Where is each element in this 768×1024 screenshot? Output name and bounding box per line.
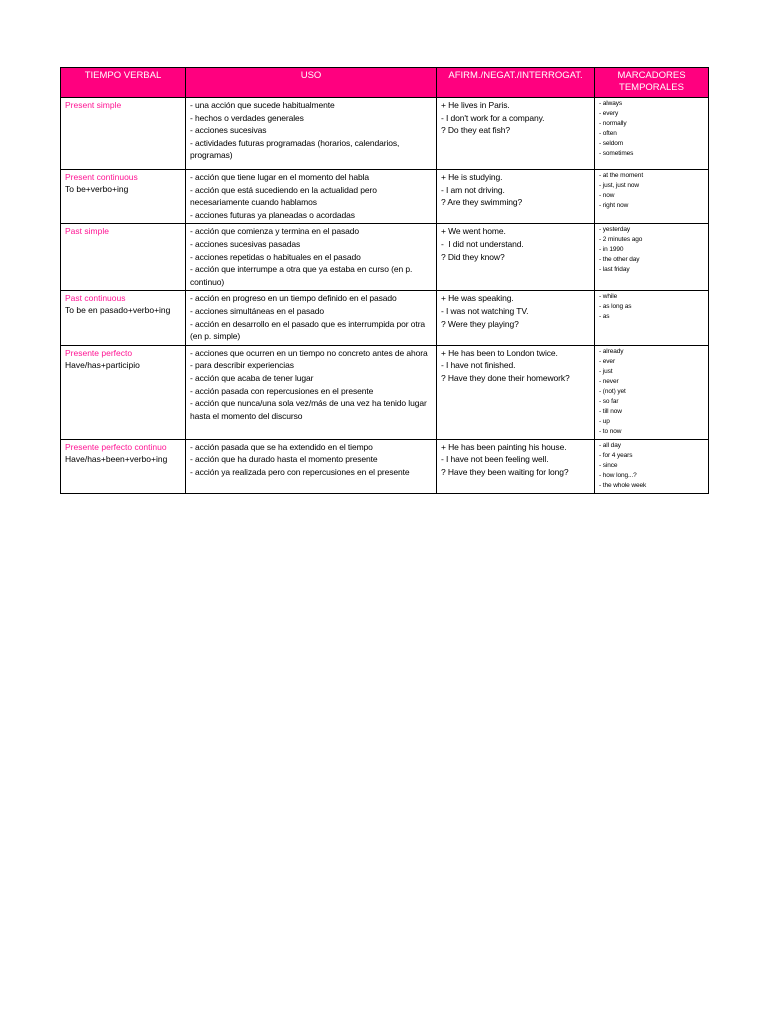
time-marker: - often <box>599 130 617 137</box>
tense-name: Presente perfecto <box>65 347 133 358</box>
tense-name: Past continuous <box>65 293 126 304</box>
time-marker: - at the moment <box>599 172 644 179</box>
uso-line: - acciones sucesivas pasadas <box>190 238 301 249</box>
time-marker: - never <box>599 377 619 385</box>
uso-cell <box>186 345 437 439</box>
markers-cell <box>595 439 709 493</box>
uso-cell <box>186 224 437 291</box>
time-marker: - the other day <box>599 256 640 264</box>
example-negative: - I did not understand. <box>441 238 524 249</box>
time-marker: - just <box>599 367 613 375</box>
table-row <box>61 291 709 345</box>
time-marker: - while <box>599 293 618 301</box>
time-marker: - so far <box>599 397 619 405</box>
time-marker: - as <box>599 313 610 321</box>
table-row <box>61 170 709 224</box>
markers-cell <box>595 98 709 170</box>
time-marker: - in 1990 <box>599 246 624 254</box>
tense-form: Have/has+been+verbo+ing <box>65 453 168 464</box>
time-marker: - all day <box>599 441 621 449</box>
examples-cell <box>437 439 595 493</box>
time-marker: - ever <box>599 357 616 365</box>
time-marker: - sometimes <box>599 150 634 157</box>
time-marker: - how long...? <box>599 471 637 479</box>
uso-line: - acción ya realizada pero con repercusiones en el presente <box>190 466 410 477</box>
header-uso: USO <box>186 68 437 98</box>
example-affirmative: + He lives in Paris. <box>441 100 510 110</box>
markers-cell <box>595 170 709 224</box>
example-interrogative: ? Are they swimming? <box>441 197 523 208</box>
tense-name: Present simple <box>65 100 122 110</box>
example-affirmative: + We went home. <box>441 226 506 237</box>
tense-form: To be+verbo+ing <box>65 184 129 194</box>
uso-line: - actividades futuras programadas (horarios, calendarios, programas) <box>190 137 400 161</box>
uso-line: - acciones repetidas o habituales en el pasado <box>190 251 361 262</box>
example-negative: - I don't work for a company. <box>441 112 545 123</box>
tense-cell <box>61 224 186 291</box>
tense-form: Have/has+participio <box>65 359 140 370</box>
header-afirm-negat-interrogat: AFIRM./NEGAT./INTERROGAT. <box>437 68 595 98</box>
time-marker: - always <box>599 100 623 107</box>
uso-line: - para describir experiencias <box>190 360 294 371</box>
example-interrogative: ? Did they know? <box>441 251 505 262</box>
uso-line: - acción que comienza y termina en el pasado <box>190 226 360 237</box>
uso-cell <box>186 291 437 345</box>
verb-tenses-table <box>60 67 709 494</box>
tense-cell <box>61 170 186 224</box>
time-marker: - already <box>599 347 624 355</box>
table-row <box>61 98 709 170</box>
example-negative: - I have not been feeling well. <box>441 454 549 465</box>
tense-name: Present continuous <box>65 172 138 182</box>
uso-cell <box>186 439 437 493</box>
examples-cell <box>437 98 595 170</box>
uso-line: - hechos o verdades generales <box>190 112 304 123</box>
uso-line: - una acción que sucede habitualmente <box>190 100 335 110</box>
table-row <box>61 345 709 439</box>
time-marker: - seldom <box>599 140 624 147</box>
time-marker: - yesterday <box>599 226 631 234</box>
time-marker: - now <box>599 192 615 199</box>
uso-cell <box>186 170 437 224</box>
time-marker: - just, just now <box>599 182 639 189</box>
uso-line: - acción que tiene lugar en el momento del habla <box>190 172 370 182</box>
example-affirmative: + He has been painting his house. <box>441 441 567 452</box>
table-row <box>61 439 709 493</box>
header-marcadores-temporales: MARCADORES TEMPORALES <box>595 68 709 98</box>
uso-line: - acciones sucesivas <box>190 125 267 136</box>
example-affirmative: + He is studying. <box>441 172 503 182</box>
uso-line: - acción que está sucediendo en la actualidad pero necesariamente cuando hablamos <box>190 184 377 208</box>
example-affirmative: + He was speaking. <box>441 293 514 304</box>
time-marker: - till now <box>599 407 622 415</box>
tense-cell <box>61 291 186 345</box>
time-marker: - normally <box>599 120 627 127</box>
uso-line: - acción que acaba de tener lugar <box>190 372 314 383</box>
examples-cell <box>437 291 595 345</box>
uso-line: - acciones que ocurren en un tiempo no concreto antes de ahora <box>190 347 428 358</box>
tense-form: To be en pasado+verbo+ing <box>65 305 171 316</box>
tense-name: Presente perfecto continuo <box>65 441 167 452</box>
time-marker: - to now <box>599 427 622 435</box>
tense-cell <box>61 98 186 170</box>
time-marker: - the whole week <box>599 481 647 489</box>
uso-line: - acciones simultáneas en el pasado <box>190 305 324 316</box>
example-negative: - I am not driving. <box>441 184 505 195</box>
table-header-row <box>61 68 709 98</box>
uso-line: - acción que ha durado hasta el momento presente <box>190 454 378 465</box>
uso-line: - acción en desarrollo en el pasado que es interrumpida por otra (en p. simple) <box>190 318 426 342</box>
examples-cell <box>437 345 595 439</box>
time-marker: - right now <box>599 202 629 209</box>
tense-name: Past simple <box>65 226 109 237</box>
uso-line: - acción en progreso en un tiempo definido en el pasado <box>190 293 397 304</box>
example-interrogative: ? Have they done their homework? <box>441 372 570 383</box>
tense-cell <box>61 345 186 439</box>
header-tiempo-verbal: TIEMPO VERBAL <box>61 68 186 98</box>
time-marker: - 2 minutes ago <box>599 236 643 244</box>
uso-line: - acción pasada con repercusiones en el presente <box>190 385 374 396</box>
uso-line: - acción que nunca/una sola vez/más de una vez ha tenido lugar hasta el momento del discurso <box>190 398 427 421</box>
time-marker: - since <box>599 461 618 469</box>
examples-cell <box>437 224 595 291</box>
example-interrogative: ? Were they playing? <box>441 318 519 329</box>
tense-cell <box>61 439 186 493</box>
uso-line: - acción que interrumpe a otra que ya estaba en curso (en p. continuo) <box>190 264 413 287</box>
markers-cell <box>595 345 709 439</box>
uso-line: - acciones futuras ya planeadas o acordadas <box>190 209 355 220</box>
uso-line: - acción pasada que se ha extendido en el tiempo <box>190 441 373 452</box>
markers-cell <box>595 224 709 291</box>
examples-cell <box>437 170 595 224</box>
example-negative: - I have not finished. <box>441 360 516 371</box>
uso-cell <box>186 98 437 170</box>
time-marker: - as long as <box>599 303 632 311</box>
example-affirmative: + He has been to London twice. <box>441 347 558 358</box>
example-negative: - I was not watching TV. <box>441 305 529 316</box>
time-marker: - every <box>599 110 619 117</box>
markers-cell <box>595 291 709 345</box>
time-marker: - last friday <box>599 266 630 274</box>
example-interrogative: ? Do they eat fish? <box>441 125 510 136</box>
time-marker: - for 4 years <box>599 451 633 459</box>
time-marker: - (not) yet <box>599 387 626 395</box>
table-row <box>61 224 709 291</box>
example-interrogative: ? Have they been waiting for long? <box>441 466 569 477</box>
time-marker: - up <box>599 417 610 425</box>
